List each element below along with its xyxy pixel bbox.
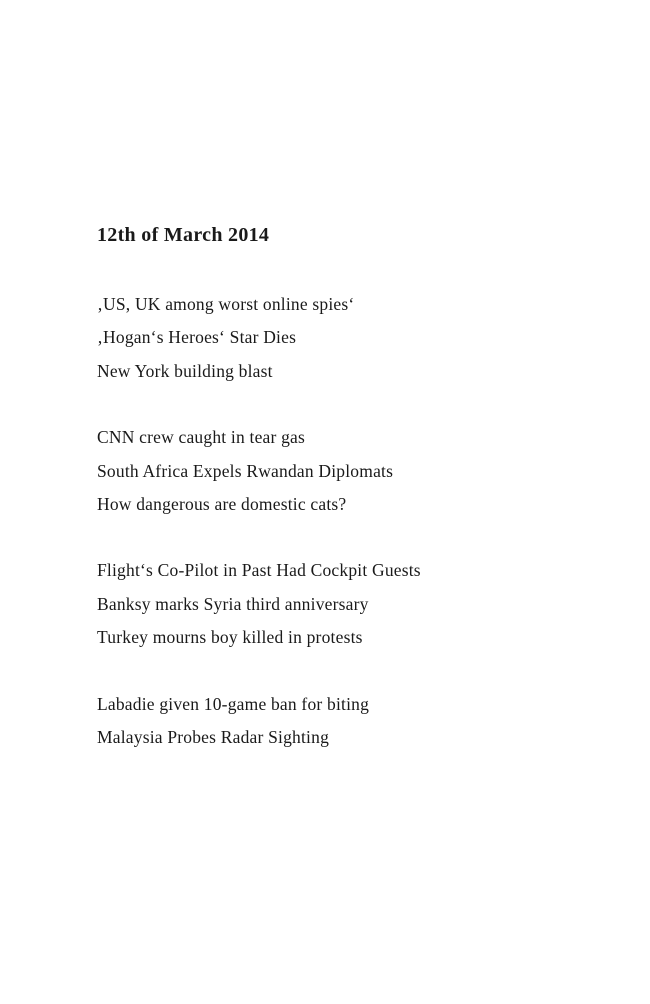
stanza-3 [97, 554, 421, 654]
stanza-1 [97, 288, 421, 388]
page-title: 12th of March 2014 [97, 224, 270, 246]
headline-line: South Africa Expels Rwandan Diplomats [97, 460, 394, 481]
headline-poem [97, 288, 421, 787]
headline-line: ‚US, UK among worst online spies‘ [97, 294, 355, 314]
headline-line: Banksy marks Syria third anniversary [97, 593, 369, 614]
headline-line: How dangerous are domestic cats? [97, 494, 347, 515]
headline-line: Labadie given 10-game ban for biting [97, 693, 370, 714]
headline-line: ‚Hogan‘s Heroes‘ Star Dies [97, 327, 297, 348]
headline-line: CNN crew caught in tear gas [97, 427, 306, 448]
headline-line: Malaysia Probes Radar Sighting [97, 727, 330, 748]
stanza-2 [97, 421, 421, 521]
headline-line: New York building blast [97, 360, 273, 381]
stanza-4 [97, 688, 421, 755]
headline-line: Flight‘s Co-Pilot in Past Had Cockpit Guests [97, 560, 421, 581]
headline-line: Turkey mourns boy killed in protests [97, 627, 363, 648]
